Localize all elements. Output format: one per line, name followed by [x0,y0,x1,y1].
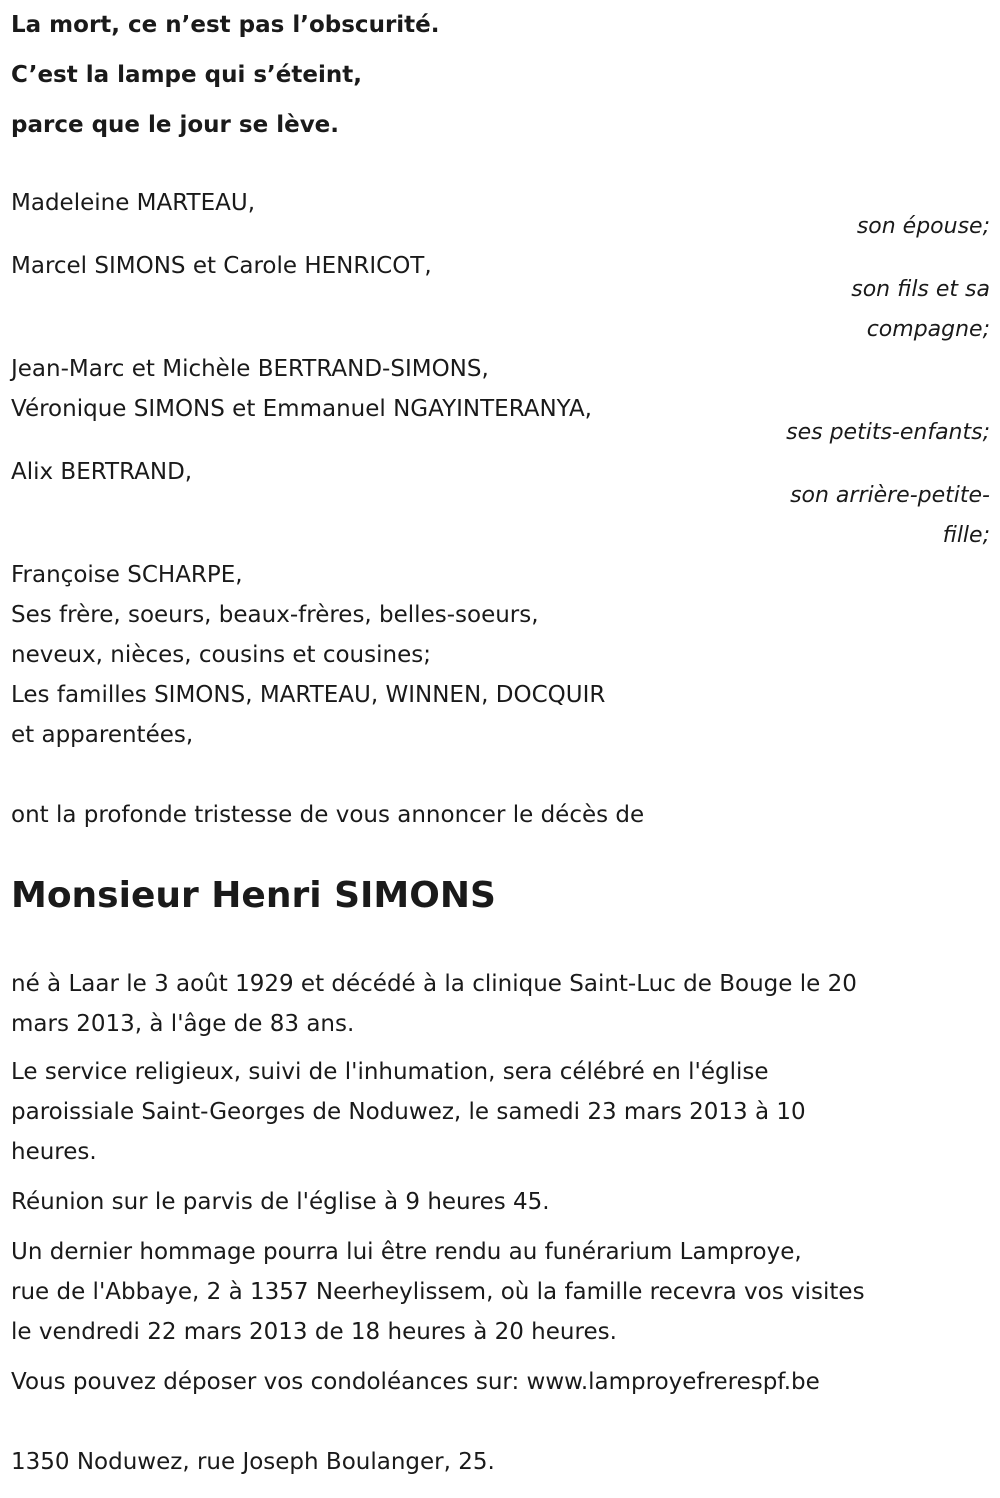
deceased-name: Monsieur Henri SIMONS [11,875,496,916]
announcement-text: ont la profonde tristesse de vous annoncer le décès de [11,802,645,828]
detail-line: heures. [11,1139,97,1165]
spouse-role: son épouse; [856,214,990,239]
great-grandchild-name: Alix BERTRAND, [11,459,193,485]
son-name: Marcel SIMONS et Carole HENRICOT, [11,253,432,279]
other-relatives-line: Ses frère, soeurs, beaux-frères, belles-soeurs, [11,602,539,628]
spouse-name: Madeleine MARTEAU, [11,190,256,216]
great-grandchild-role-line-1: son arrière-petite- [790,483,990,508]
detail-line: rue de l'Abbaye, 2 à 1357 Neerheylissem, où la famille recevra vos visites [11,1279,865,1305]
grandchildren-line-1: Jean-Marc et Michèle BERTRAND-SIMONS, [11,356,489,382]
other-relatives-line: neveux, nièces, cousins et cousines; [11,642,431,668]
other-relatives-line: Françoise SCHARPE, [11,562,243,588]
great-grandchild-role-line-2: fille; [942,523,990,548]
detail-line: né à Laar le 3 août 1929 et décédé à la clinique Saint-Luc de Bouge le 20 [11,971,857,997]
detail-line: mars 2013, à l'âge de 83 ans. [11,1011,355,1037]
son-role-line-1: son fils et sa [851,277,990,302]
other-relatives-line: et apparentées, [11,722,194,748]
detail-line: paroissiale Saint-Georges de Noduwez, le samedi 23 mars 2013 à 10 [11,1099,806,1125]
detail-line: Un dernier hommage pourra lui être rendu au funérarium Lamproye, [11,1239,802,1265]
grandchildren-line-2: Véronique SIMONS et Emmanuel NGAYINTERANYA, [11,396,592,422]
quote-line-3: parce que le jour se lève. [11,112,340,138]
address: 1350 Noduwez, rue Joseph Boulanger, 25. [11,1449,495,1475]
quote-line-1: La mort, ce n’est pas l’obscurité. [11,12,440,38]
quote-line-2: C’est la lampe qui s’éteint, [11,62,362,88]
detail-line: Réunion sur le parvis de l'église à 9 heures 45. [11,1189,550,1215]
son-role-line-2: compagne; [866,317,990,342]
grandchildren-role: ses petits-enfants; [786,420,990,445]
condolences-line: Vous pouvez déposer vos condoléances sur: www.lamproyefrerespf.be [11,1369,820,1395]
detail-line: Le service religieux, suivi de l'inhumation, sera célébré en l'église [11,1059,769,1085]
detail-line: le vendredi 22 mars 2013 de 18 heures à 20 heures. [11,1319,617,1345]
other-relatives-line: Les familles SIMONS, MARTEAU, WINNEN, DOCQUIR [11,682,606,708]
